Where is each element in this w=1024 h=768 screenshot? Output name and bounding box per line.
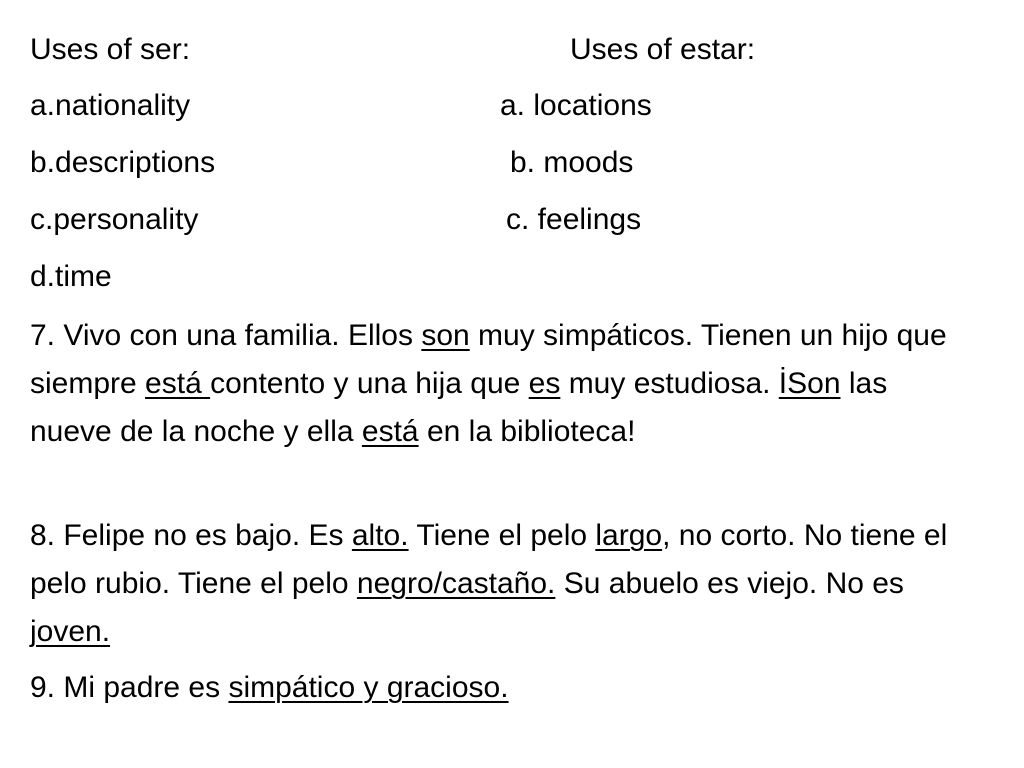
answer-joven: joven. <box>30 615 111 648</box>
ser-item-personality: c.personality <box>30 203 199 236</box>
estar-item-moods: b. moods <box>510 146 634 179</box>
ser-heading: Uses of ser: <box>30 33 191 66</box>
ser-item-nationality: a.nationality <box>30 89 191 122</box>
answer-son: son <box>421 319 470 352</box>
ser-item-time: d.time <box>30 260 112 293</box>
answer-negro-castano: negro/castaño. <box>356 567 556 600</box>
answer-es: es <box>528 367 561 400</box>
answer-alto: alto. <box>351 519 409 552</box>
answer-son-2: İSon <box>778 367 841 400</box>
answer-simpatico-gracioso: simpático y gracioso. <box>228 671 509 704</box>
paragraph-8: 8. Felipe no es bajo. Es alto. Tiene el pelo largo, no corto. No tiene el pelo rubio. Tiene el pelo negro/castaño. Su abuelo es viejo. No es joven. <box>30 519 948 648</box>
paragraph-9: 9. Mi padre es simpático y gracioso. <box>30 671 509 704</box>
estar-item-feelings: c. feelings <box>506 203 642 236</box>
answer-largo: largo <box>595 519 663 552</box>
ser-item-descriptions: b.descriptions <box>30 146 216 179</box>
paragraph-7: 7. Vivo con una familia. Ellos son muy simpáticos. Tienen un hijo que siempre está contento y una hija que es muy estudiosa. İSon las nueve de la noche y ella está en la biblioteca! <box>30 319 947 448</box>
answer-esta-1: está <box>145 367 211 400</box>
answer-esta-2: está <box>361 415 419 448</box>
estar-item-locations: a. locations <box>500 89 652 122</box>
estar-heading: Uses of estar: <box>570 33 756 66</box>
